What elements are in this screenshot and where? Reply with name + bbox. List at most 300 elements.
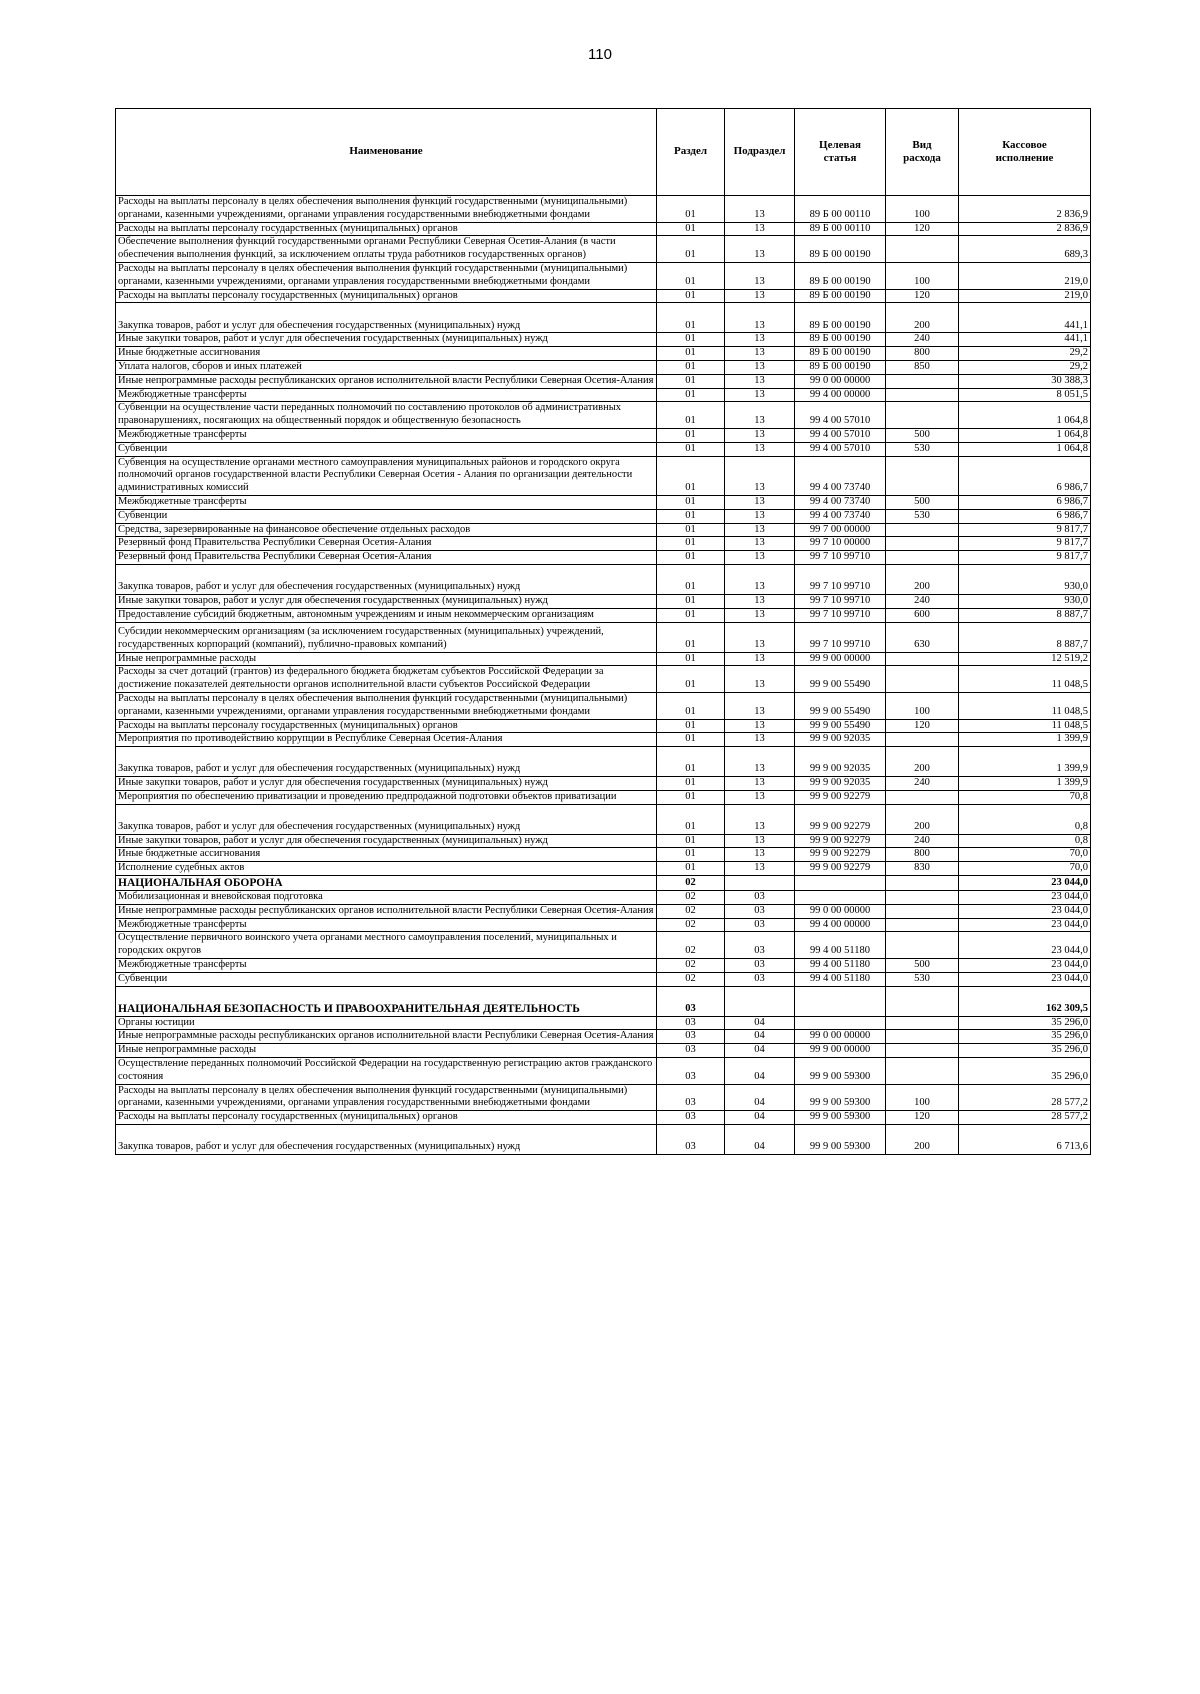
cell-tselevaya-statya: 99 4 00 73740 (795, 509, 886, 523)
cell-razdel: 01 (657, 523, 725, 537)
cell-tselevaya-statya: 99 4 00 51180 (795, 959, 886, 973)
cell-razdel: 01 (657, 733, 725, 747)
cell-vid-raskhoda: 240 (886, 777, 959, 791)
cell-razdel: 01 (657, 608, 725, 622)
table-row (116, 986, 1091, 1016)
cell-kassovoe-ispolnenie: 70,0 (959, 862, 1091, 876)
table-row (116, 523, 1091, 537)
cell-razdel: 01 (657, 428, 725, 442)
table-row (116, 442, 1091, 456)
cell-tselevaya-statya: 89 Б 00 00190 (795, 262, 886, 289)
cell-vid-raskhoda: 850 (886, 360, 959, 374)
cell-kassovoe-ispolnenie: 9 817,7 (959, 551, 1091, 565)
cell-kassovoe-ispolnenie: 28 577,2 (959, 1084, 1091, 1111)
cell-name: НАЦИОНАЛЬНАЯ ОБОРОНА (116, 876, 657, 891)
cell-name: Расходы на выплаты персоналу в целях обеспечения выполнения функций государственными (муниципальными) органами, казенными учреждениями, органами управления государственными внебюджетными фондами (116, 196, 657, 223)
cell-kassovoe-ispolnenie: 29,2 (959, 347, 1091, 361)
table-row (116, 236, 1091, 263)
cell-vid-raskhoda (886, 236, 959, 263)
cell-podrazdel: 13 (725, 388, 795, 402)
cell-kassovoe-ispolnenie: 1 064,8 (959, 428, 1091, 442)
cell-podrazdel: 03 (725, 904, 795, 918)
cell-kassovoe-ispolnenie: 23 044,0 (959, 904, 1091, 918)
cell-razdel: 01 (657, 747, 725, 777)
table-row (116, 262, 1091, 289)
table-row (116, 289, 1091, 303)
cell-podrazdel: 04 (725, 1111, 795, 1125)
cell-razdel: 01 (657, 509, 725, 523)
cell-podrazdel: 13 (725, 303, 795, 333)
cell-tselevaya-statya (795, 986, 886, 1016)
cell-vid-raskhoda: 630 (886, 622, 959, 652)
table-row (116, 804, 1091, 834)
cell-tselevaya-statya: 89 Б 00 00190 (795, 303, 886, 333)
table-row (116, 692, 1091, 719)
cell-razdel: 01 (657, 622, 725, 652)
cell-vid-raskhoda: 120 (886, 289, 959, 303)
cell-podrazdel: 13 (725, 804, 795, 834)
cell-razdel: 01 (657, 196, 725, 223)
cell-podrazdel: 13 (725, 666, 795, 693)
cell-kassovoe-ispolnenie: 9 817,7 (959, 537, 1091, 551)
cell-vid-raskhoda: 240 (886, 834, 959, 848)
cell-tselevaya-statya: 99 9 00 92035 (795, 733, 886, 747)
cell-name: Предоставление субсидий бюджетным, автономным учреждениям и иным некоммерческим организациям (116, 608, 657, 622)
cell-name: Иные непрограммные расходы республиканских органов исполнительной власти Республики Северная Осетия-Алания (116, 1030, 657, 1044)
cell-name: Расходы на выплаты персоналу государственных (муниципальных) органов (116, 289, 657, 303)
cell-name: Расходы на выплаты персоналу в целях обеспечения выполнения функций государственными (муниципальными) органами, казенными учреждениями, органами управления государственными внебюджетными фондами (116, 692, 657, 719)
cell-razdel: 03 (657, 986, 725, 1016)
cell-name: Расходы на выплаты персоналу государственных (муниципальных) органов (116, 222, 657, 236)
cell-podrazdel: 13 (725, 862, 795, 876)
cell-podrazdel: 13 (725, 719, 795, 733)
cell-vid-raskhoda (886, 537, 959, 551)
cell-kassovoe-ispolnenie: 9 817,7 (959, 523, 1091, 537)
header-razdel: Раздел (657, 109, 725, 196)
cell-kassovoe-ispolnenie: 11 048,5 (959, 666, 1091, 693)
cell-name: Иные непрограммные расходы республиканских органов исполнительной власти Республики Северная Осетия-Алания (116, 904, 657, 918)
table-row (116, 196, 1091, 223)
cell-tselevaya-statya: 99 7 10 99710 (795, 551, 886, 565)
cell-vid-raskhoda (886, 932, 959, 959)
cell-name: Иные бюджетные ассигнования (116, 347, 657, 361)
cell-vid-raskhoda (886, 1058, 959, 1085)
cell-razdel: 01 (657, 333, 725, 347)
cell-podrazdel: 13 (725, 442, 795, 456)
cell-podrazdel: 03 (725, 932, 795, 959)
cell-vid-raskhoda: 200 (886, 1125, 959, 1155)
cell-razdel: 02 (657, 891, 725, 905)
table-row (116, 303, 1091, 333)
cell-name: Расходы за счет дотаций (грантов) из федерального бюджета бюджетам субъектов Российской Федерации за достижение показателей деятельности органов исполнительной власти субъектов Российской Федерации (116, 666, 657, 693)
cell-kassovoe-ispolnenie: 23 044,0 (959, 876, 1091, 891)
cell-kassovoe-ispolnenie: 11 048,5 (959, 719, 1091, 733)
table-row (116, 1125, 1091, 1155)
cell-name: Иные непрограммные расходы (116, 1044, 657, 1058)
cell-kassovoe-ispolnenie: 8 887,7 (959, 608, 1091, 622)
cell-tselevaya-statya: 99 0 00 00000 (795, 1030, 886, 1044)
cell-vid-raskhoda (886, 1030, 959, 1044)
cell-tselevaya-statya: 99 9 00 59300 (795, 1111, 886, 1125)
cell-podrazdel: 03 (725, 959, 795, 973)
cell-podrazdel: 03 (725, 918, 795, 932)
cell-name: Иные закупки товаров, работ и услуг для обеспечения государственных (муниципальных) нужд (116, 594, 657, 608)
cell-razdel: 01 (657, 719, 725, 733)
cell-podrazdel: 03 (725, 891, 795, 905)
table-row (116, 733, 1091, 747)
cell-tselevaya-statya: 99 4 00 51180 (795, 972, 886, 986)
cell-kassovoe-ispolnenie: 441,1 (959, 333, 1091, 347)
cell-name: Обеспечение выполнения функций государственными органами Республики Северная Осетия-Алания (в части обеспечения выполнения функций, за исключением оплаты труда работников государственных органов) (116, 236, 657, 263)
cell-vid-raskhoda (886, 456, 959, 495)
header-vid-raskhoda: Вид расхода (886, 109, 959, 196)
table-row (116, 876, 1091, 891)
header-name: Наименование (116, 109, 657, 196)
cell-kassovoe-ispolnenie: 1 399,9 (959, 747, 1091, 777)
cell-vid-raskhoda (886, 551, 959, 565)
cell-razdel: 03 (657, 1044, 725, 1058)
cell-vid-raskhoda: 100 (886, 692, 959, 719)
cell-name: Осуществление первичного воинского учета органами местного самоуправления поселений, муниципальных и городских округов (116, 932, 657, 959)
cell-kassovoe-ispolnenie: 1 064,8 (959, 442, 1091, 456)
table-row (116, 564, 1091, 594)
cell-kassovoe-ispolnenie: 930,0 (959, 564, 1091, 594)
cell-razdel: 01 (657, 777, 725, 791)
cell-vid-raskhoda: 120 (886, 1111, 959, 1125)
cell-tselevaya-statya: 99 0 00 00000 (795, 904, 886, 918)
cell-vid-raskhoda (886, 388, 959, 402)
cell-tselevaya-statya: 99 9 00 00000 (795, 1044, 886, 1058)
cell-podrazdel: 13 (725, 509, 795, 523)
cell-name: Межбюджетные трансферты (116, 388, 657, 402)
cell-kassovoe-ispolnenie: 0,8 (959, 834, 1091, 848)
cell-razdel: 01 (657, 402, 725, 429)
cell-podrazdel: 13 (725, 537, 795, 551)
cell-razdel: 01 (657, 495, 725, 509)
cell-name: Уплата налогов, сборов и иных платежей (116, 360, 657, 374)
cell-name: Субсидии некоммерческим организациям (за исключением государственных (муниципальных) учреждений, государственных корпораций (компаний), публично-правовых компаний) (116, 622, 657, 652)
cell-podrazdel: 13 (725, 262, 795, 289)
cell-kassovoe-ispolnenie: 12 519,2 (959, 652, 1091, 666)
cell-vid-raskhoda: 200 (886, 564, 959, 594)
budget-table (115, 108, 1091, 1155)
cell-name: Расходы на выплаты персоналу в целях обеспечения выполнения функций государственными (муниципальными) органами, казенными учреждениями, органами управления государственными внебюджетными фондами (116, 1084, 657, 1111)
cell-tselevaya-statya: 99 7 10 99710 (795, 622, 886, 652)
cell-vid-raskhoda (886, 733, 959, 747)
cell-tselevaya-statya: 99 9 00 59300 (795, 1084, 886, 1111)
cell-podrazdel: 13 (725, 360, 795, 374)
cell-podrazdel (725, 986, 795, 1016)
cell-podrazdel: 04 (725, 1058, 795, 1085)
cell-kassovoe-ispolnenie: 162 309,5 (959, 986, 1091, 1016)
table-row (116, 594, 1091, 608)
cell-vid-raskhoda: 100 (886, 262, 959, 289)
cell-tselevaya-statya: 99 7 10 99710 (795, 564, 886, 594)
cell-podrazdel: 13 (725, 747, 795, 777)
cell-tselevaya-statya (795, 876, 886, 891)
cell-razdel: 01 (657, 303, 725, 333)
cell-podrazdel: 13 (725, 622, 795, 652)
cell-name: Исполнение судебных актов (116, 862, 657, 876)
cell-name: Иные непрограммные расходы республиканских органов исполнительной власти Республики Северная Осетия-Алания (116, 374, 657, 388)
cell-razdel: 01 (657, 374, 725, 388)
cell-name: Органы юстиции (116, 1016, 657, 1030)
cell-podrazdel: 13 (725, 834, 795, 848)
table-row (116, 537, 1091, 551)
table-row (116, 608, 1091, 622)
cell-vid-raskhoda: 530 (886, 972, 959, 986)
cell-tselevaya-statya: 99 0 00 00000 (795, 374, 886, 388)
cell-razdel: 02 (657, 904, 725, 918)
cell-tselevaya-statya: 99 9 00 00000 (795, 652, 886, 666)
cell-kassovoe-ispolnenie: 30 388,3 (959, 374, 1091, 388)
cell-name: Закупка товаров, работ и услуг для обеспечения государственных (муниципальных) нужд (116, 747, 657, 777)
cell-kassovoe-ispolnenie: 219,0 (959, 262, 1091, 289)
cell-vid-raskhoda (886, 652, 959, 666)
cell-tselevaya-statya: 99 4 00 57010 (795, 402, 886, 429)
cell-name: Межбюджетные трансферты (116, 428, 657, 442)
cell-razdel: 01 (657, 666, 725, 693)
cell-razdel: 01 (657, 388, 725, 402)
cell-vid-raskhoda (886, 402, 959, 429)
cell-razdel: 02 (657, 959, 725, 973)
cell-tselevaya-statya (795, 1016, 886, 1030)
cell-tselevaya-statya (795, 891, 886, 905)
cell-razdel: 02 (657, 876, 725, 891)
cell-vid-raskhoda: 120 (886, 222, 959, 236)
cell-kassovoe-ispolnenie: 23 044,0 (959, 932, 1091, 959)
cell-tselevaya-statya: 89 Б 00 00110 (795, 222, 886, 236)
cell-kassovoe-ispolnenie: 441,1 (959, 303, 1091, 333)
cell-tselevaya-statya: 99 4 00 00000 (795, 388, 886, 402)
table-row (116, 360, 1091, 374)
cell-podrazdel: 13 (725, 608, 795, 622)
cell-tselevaya-statya: 89 Б 00 00110 (795, 196, 886, 223)
cell-tselevaya-statya: 99 9 00 55490 (795, 719, 886, 733)
cell-kassovoe-ispolnenie: 35 296,0 (959, 1016, 1091, 1030)
cell-razdel: 03 (657, 1030, 725, 1044)
cell-kassovoe-ispolnenie: 1 399,9 (959, 733, 1091, 747)
cell-tselevaya-statya: 99 4 00 73740 (795, 456, 886, 495)
cell-tselevaya-statya: 99 9 00 55490 (795, 666, 886, 693)
cell-razdel: 01 (657, 289, 725, 303)
cell-vid-raskhoda: 600 (886, 608, 959, 622)
table-row (116, 918, 1091, 932)
cell-kassovoe-ispolnenie: 2 836,9 (959, 222, 1091, 236)
table-row (116, 972, 1091, 986)
cell-name: Иные непрограммные расходы (116, 652, 657, 666)
table-row (116, 347, 1091, 361)
cell-kassovoe-ispolnenie: 28 577,2 (959, 1111, 1091, 1125)
cell-kassovoe-ispolnenie: 6 986,7 (959, 509, 1091, 523)
cell-tselevaya-statya: 89 Б 00 00190 (795, 347, 886, 361)
page-number: 110 (588, 46, 612, 63)
cell-tselevaya-statya: 99 4 00 00000 (795, 918, 886, 932)
cell-kassovoe-ispolnenie: 689,3 (959, 236, 1091, 263)
table-row (116, 222, 1091, 236)
cell-kassovoe-ispolnenie: 6 986,7 (959, 495, 1091, 509)
cell-tselevaya-statya: 99 9 00 92279 (795, 862, 886, 876)
cell-kassovoe-ispolnenie: 23 044,0 (959, 972, 1091, 986)
cell-kassovoe-ispolnenie: 0,8 (959, 804, 1091, 834)
table-row (116, 456, 1091, 495)
cell-razdel: 01 (657, 551, 725, 565)
cell-name: Иные закупки товаров, работ и услуг для обеспечения государственных (муниципальных) нужд (116, 834, 657, 848)
cell-podrazdel: 13 (725, 333, 795, 347)
table-row (116, 790, 1091, 804)
cell-name: Межбюджетные трансферты (116, 918, 657, 932)
cell-vid-raskhoda: 830 (886, 862, 959, 876)
cell-razdel: 01 (657, 804, 725, 834)
cell-tselevaya-statya: 99 7 10 99710 (795, 608, 886, 622)
cell-podrazdel: 13 (725, 564, 795, 594)
cell-podrazdel: 13 (725, 594, 795, 608)
cell-tselevaya-statya: 99 4 00 51180 (795, 932, 886, 959)
cell-podrazdel (725, 876, 795, 891)
table-row (116, 719, 1091, 733)
cell-name: Субвенции (116, 442, 657, 456)
cell-razdel: 02 (657, 932, 725, 959)
cell-vid-raskhoda (886, 891, 959, 905)
cell-kassovoe-ispolnenie: 1 064,8 (959, 402, 1091, 429)
cell-name: Иные закупки товаров, работ и услуг для обеспечения государственных (муниципальных) нужд (116, 333, 657, 347)
table-row (116, 388, 1091, 402)
cell-vid-raskhoda: 120 (886, 719, 959, 733)
cell-vid-raskhoda: 800 (886, 347, 959, 361)
cell-podrazdel: 13 (725, 222, 795, 236)
table-row (116, 495, 1091, 509)
table-row (116, 777, 1091, 791)
cell-razdel: 01 (657, 236, 725, 263)
cell-podrazdel: 13 (725, 777, 795, 791)
cell-podrazdel: 13 (725, 523, 795, 537)
cell-podrazdel: 13 (725, 652, 795, 666)
cell-razdel: 01 (657, 848, 725, 862)
table-row (116, 891, 1091, 905)
cell-razdel: 01 (657, 862, 725, 876)
cell-kassovoe-ispolnenie: 6 713,6 (959, 1125, 1091, 1155)
cell-kassovoe-ispolnenie: 930,0 (959, 594, 1091, 608)
cell-razdel: 01 (657, 834, 725, 848)
cell-name: Резервный фонд Правительства Республики Северная Осетия-Алания (116, 551, 657, 565)
cell-razdel: 01 (657, 692, 725, 719)
cell-vid-raskhoda (886, 666, 959, 693)
cell-name: Закупка товаров, работ и услуг для обеспечения государственных (муниципальных) нужд (116, 564, 657, 594)
cell-podrazdel: 13 (725, 289, 795, 303)
cell-kassovoe-ispolnenie: 23 044,0 (959, 891, 1091, 905)
table-row (116, 622, 1091, 652)
table-row (116, 862, 1091, 876)
cell-vid-raskhoda: 200 (886, 303, 959, 333)
cell-podrazdel: 04 (725, 1016, 795, 1030)
cell-tselevaya-statya: 99 9 00 92035 (795, 777, 886, 791)
cell-razdel: 01 (657, 262, 725, 289)
cell-name: Субвенции (116, 509, 657, 523)
cell-name: Субвенции (116, 972, 657, 986)
table-row (116, 374, 1091, 388)
header-kassovoe-ispolnenie: Кассовое исполнение (959, 109, 1091, 196)
cell-razdel: 03 (657, 1058, 725, 1085)
cell-kassovoe-ispolnenie: 8 887,7 (959, 622, 1091, 652)
cell-name: Иные бюджетные ассигнования (116, 848, 657, 862)
cell-razdel: 01 (657, 456, 725, 495)
cell-vid-raskhoda (886, 918, 959, 932)
cell-vid-raskhoda: 500 (886, 959, 959, 973)
table-row (116, 652, 1091, 666)
cell-razdel: 01 (657, 360, 725, 374)
cell-name: Осуществление переданных полномочий Российской Федерации на государственную регистрацию актов гражданского состояния (116, 1058, 657, 1085)
cell-vid-raskhoda (886, 374, 959, 388)
cell-vid-raskhoda: 100 (886, 196, 959, 223)
cell-razdel: 01 (657, 594, 725, 608)
cell-tselevaya-statya: 89 Б 00 00190 (795, 333, 886, 347)
cell-vid-raskhoda (886, 1016, 959, 1030)
header-podrazdel: Подраздел (725, 109, 795, 196)
cell-podrazdel: 04 (725, 1030, 795, 1044)
table-row (116, 666, 1091, 693)
cell-name: НАЦИОНАЛЬНАЯ БЕЗОПАСНОСТЬ И ПРАВООХРАНИТЕЛЬНАЯ ДЕЯТЕЛЬНОСТЬ (116, 986, 657, 1016)
cell-podrazdel: 13 (725, 347, 795, 361)
cell-tselevaya-statya: 99 4 00 57010 (795, 428, 886, 442)
cell-tselevaya-statya: 89 Б 00 00190 (795, 289, 886, 303)
cell-vid-raskhoda: 240 (886, 333, 959, 347)
cell-razdel: 01 (657, 537, 725, 551)
cell-kassovoe-ispolnenie: 70,0 (959, 848, 1091, 862)
cell-razdel: 02 (657, 918, 725, 932)
cell-podrazdel: 13 (725, 495, 795, 509)
cell-podrazdel: 04 (725, 1125, 795, 1155)
cell-podrazdel: 13 (725, 456, 795, 495)
cell-name: Межбюджетные трансферты (116, 959, 657, 973)
cell-kassovoe-ispolnenie: 70,8 (959, 790, 1091, 804)
cell-name: Субвенция на осуществление органами местного самоуправления муниципальных районов и городского округа полномочий органов государственной власти Республики Северная Осетия - Алания по организации деятельности административных комиссий (116, 456, 657, 495)
cell-kassovoe-ispolnenie: 219,0 (959, 289, 1091, 303)
cell-name: Закупка товаров, работ и услуг для обеспечения государственных (муниципальных) нужд (116, 804, 657, 834)
cell-tselevaya-statya: 99 9 00 59300 (795, 1125, 886, 1155)
cell-razdel: 01 (657, 347, 725, 361)
cell-vid-raskhoda (886, 904, 959, 918)
cell-vid-raskhoda (886, 523, 959, 537)
cell-razdel: 03 (657, 1016, 725, 1030)
cell-kassovoe-ispolnenie: 23 044,0 (959, 959, 1091, 973)
cell-tselevaya-statya: 99 7 00 00000 (795, 523, 886, 537)
cell-name: Мероприятия по противодействию коррупции в Республике Северная Осетия-Алания (116, 733, 657, 747)
table-body (116, 196, 1091, 1155)
cell-kassovoe-ispolnenie: 8 051,5 (959, 388, 1091, 402)
cell-vid-raskhoda: 500 (886, 495, 959, 509)
cell-podrazdel: 04 (725, 1084, 795, 1111)
cell-vid-raskhoda: 500 (886, 428, 959, 442)
cell-razdel: 01 (657, 442, 725, 456)
cell-podrazdel: 13 (725, 196, 795, 223)
table-row (116, 1058, 1091, 1085)
cell-podrazdel: 13 (725, 428, 795, 442)
table-header-row (116, 109, 1091, 196)
cell-name: Расходы на выплаты персоналу государственных (муниципальных) органов (116, 1111, 657, 1125)
cell-kassovoe-ispolnenie: 6 986,7 (959, 456, 1091, 495)
cell-vid-raskhoda: 530 (886, 442, 959, 456)
cell-tselevaya-statya: 89 Б 00 00190 (795, 360, 886, 374)
cell-name: Расходы на выплаты персоналу государственных (муниципальных) органов (116, 719, 657, 733)
table-row (116, 1084, 1091, 1111)
cell-tselevaya-statya: 99 9 00 59300 (795, 1058, 886, 1085)
cell-razdel: 03 (657, 1125, 725, 1155)
table-row (116, 959, 1091, 973)
cell-podrazdel: 13 (725, 733, 795, 747)
cell-tselevaya-statya: 89 Б 00 00190 (795, 236, 886, 263)
cell-name: Мероприятия по обеспечению приватизации и проведению предпродажной подготовки объектов приватизации (116, 790, 657, 804)
cell-vid-raskhoda (886, 986, 959, 1016)
